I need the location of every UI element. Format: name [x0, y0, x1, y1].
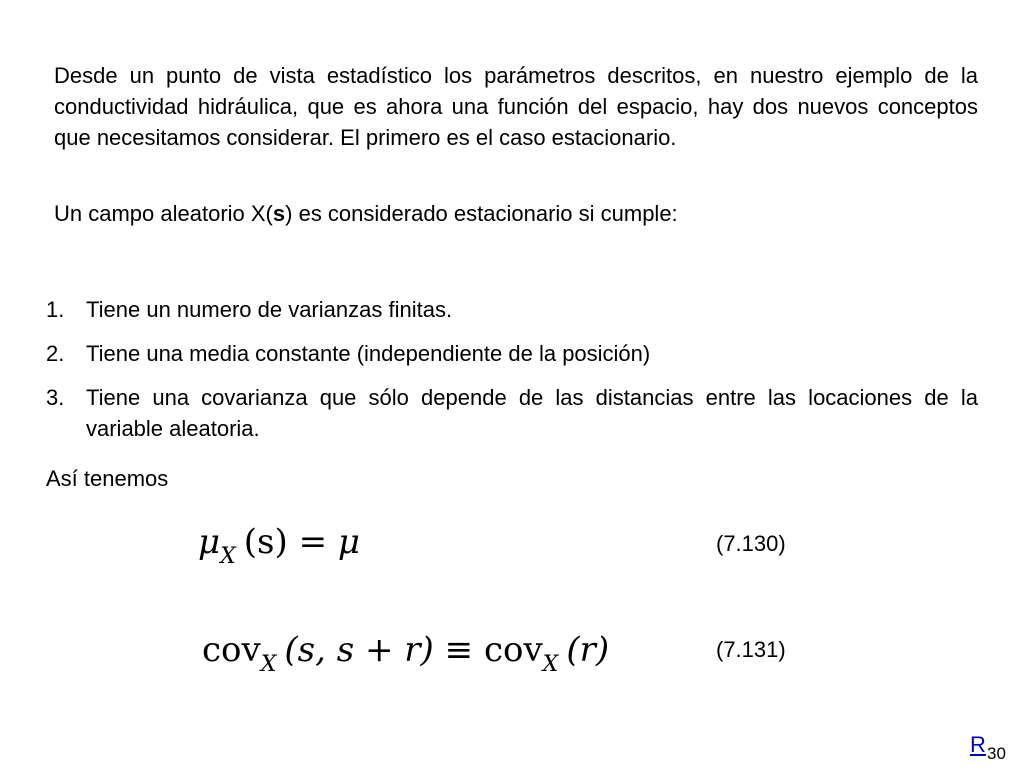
return-link[interactable]: R	[970, 732, 986, 757]
eq2-rhs-cov-symbol: cov	[483, 630, 543, 670]
eq2-subscript: X	[260, 652, 277, 677]
eq1-rhs: μ	[337, 522, 360, 562]
conditions-list	[46, 294, 978, 457]
asi-tenemos-text: Así tenemos	[46, 466, 169, 491]
definition-text-after: ) es considerado estacionario si cumple:	[285, 201, 678, 226]
stationary-definition	[54, 198, 978, 229]
list-item-text: Tiene un numero de varianzas finitas.	[86, 297, 453, 322]
definition-text-before: Un campo aleatorio X(	[54, 201, 273, 226]
eq1-args: (s)	[243, 522, 288, 562]
list-item-number: 1.	[46, 297, 65, 322]
equation-7-131	[202, 630, 609, 677]
intro-paragraph: Desde un punto de vista estadístico los parámetros descritos, en nuestro ejemplo de la conductividad hidráulica, que es ahora una función del espacio, hay dos nuevos conceptos que necesitamos considerar. El primero es el caso estacionario.	[54, 63, 978, 150]
page-number: 30	[987, 744, 1006, 763]
equation-number-7-130: (7.130)	[716, 531, 786, 556]
list-item-number: 3.	[46, 385, 65, 410]
list-item-number: 2.	[46, 341, 65, 366]
definition-bold-s: s	[272, 201, 286, 226]
equation-7-130	[198, 522, 360, 569]
list-item-text: Tiene una media constante (independiente de la posición)	[86, 341, 651, 366]
eq2-args: (s, s + r)	[284, 630, 434, 670]
list-item	[46, 294, 978, 325]
list-item	[46, 382, 978, 444]
eq2-cov-symbol: cov	[202, 630, 261, 670]
eq2-relation: ≡	[444, 630, 474, 670]
eq1-mu-symbol: μ	[198, 522, 221, 562]
eq2-rhs-subscript: X	[542, 652, 559, 677]
list-item	[46, 338, 978, 369]
list-item-text: Tiene una covarianza que sólo depende de las distancias entre las locaciones de la variable aleatoria.	[86, 385, 978, 441]
eq1-relation: =	[298, 522, 328, 562]
eq2-rhs-args: (r)	[566, 630, 610, 670]
eq1-subscript: X	[220, 544, 236, 569]
equation-number-7-131: (7.131)	[716, 637, 786, 662]
